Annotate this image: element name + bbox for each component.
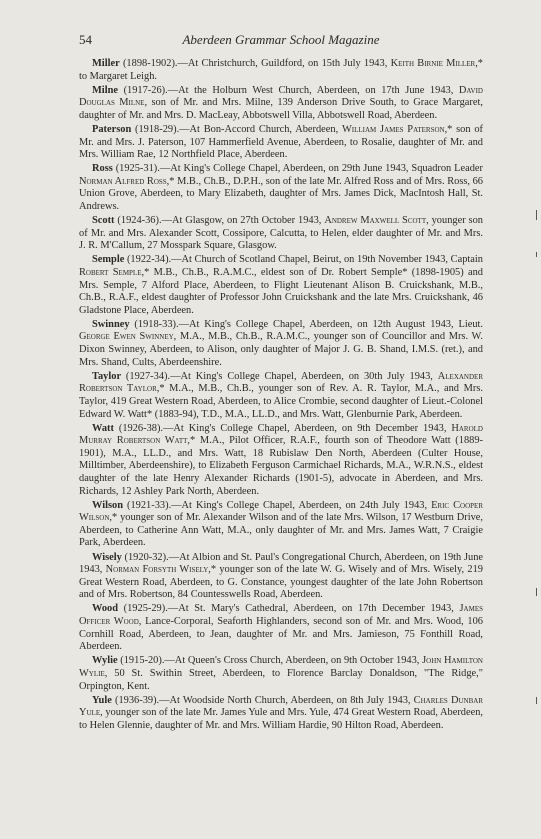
notice-groom-name: Norman Alfred Ross,* bbox=[79, 175, 175, 187]
notice-entry bbox=[79, 124, 483, 162]
notice-entry bbox=[79, 163, 483, 213]
page-edge-mark bbox=[536, 588, 538, 596]
notice-lead: (1918-33).—At King's College Chapel, Aberdeen, on 12th August 1943, Lieut. bbox=[129, 318, 483, 330]
notice-lead: (1925-31).—At King's College Chapel, Aberdeen, on 29th June 1943, Squadron Leader bbox=[112, 163, 483, 175]
notice-lead: (1922-34).—At Church of Scotland Chapel, Beirut, on 19th November 1943, Captain bbox=[124, 254, 483, 266]
notice-entry bbox=[79, 423, 483, 499]
notice-details: M.A., Pilot Officer, R.A.F., fourth son of Theodore Watt (1889-1901), M.A., LL.D., and Mrs. Watt, 18 Rubislaw Den North, Aberdeen (Culter House, Milltimber, Aberdeenshire), to Elizabeth Ferguson Carmichael Richards, M.A., W.R.N.S., eldest daughter of the late Henry Alexander Richards (1901-5), advocate in Aberdeen, and Mrs. Richards, 12 Ashley Park North, Aberdeen. bbox=[79, 435, 483, 497]
notice-surname: Paterson bbox=[92, 123, 132, 135]
notice-surname: Miller bbox=[92, 58, 120, 69]
notice-groom-name: Eric Cooper Wilson,* bbox=[79, 499, 483, 524]
notice-entry bbox=[79, 655, 483, 693]
notice-entry bbox=[79, 371, 483, 421]
notice-surname: Wylie bbox=[92, 655, 118, 667]
notice-lead: (1925-29).—At St. Mary's Cathedral, Aberdeen, on 17th December 1943, bbox=[118, 603, 460, 615]
notice-details: son of Mr. and Mrs. Milne, 139 Anderson Drive South, to Grace Margaret, daughter of Mr. and Mrs. D. MacLeay, Abbotswell Villa, Abbotswell Road, Aberdeen. bbox=[79, 97, 483, 121]
notice-lead: (1926-38).—At King's College Chapel, Aberdeen, on 9th December 1943, bbox=[113, 422, 452, 434]
notice-groom-name: William James Paterson,* bbox=[341, 123, 453, 135]
notice-surname: Watt bbox=[92, 422, 114, 434]
notice-groom-name: Keith Birnie Miller,* bbox=[390, 58, 484, 69]
page-number: 54 bbox=[79, 32, 92, 47]
notice-lead: (1917-26).—At the Holburn West Church, Aberdeen, on 17th June 1943, bbox=[117, 84, 459, 96]
notice-surname: Taylor bbox=[92, 370, 122, 382]
notice-entry bbox=[79, 319, 483, 369]
notice-surname: Wilson bbox=[92, 499, 123, 511]
page-edge-mark bbox=[536, 210, 538, 220]
notice-groom-name: David Douglas Milne, bbox=[79, 84, 483, 109]
notice-entry bbox=[79, 85, 483, 123]
notice-details: younger son of the late Mr. James Yule and Mrs. Yule, 474 Great Western Road, Aberdeen, to Helen Glennie, daughter of Mr. and Mrs. William Hardie, 90 Hilton Road, Aberdeen. bbox=[79, 707, 483, 731]
notice-entry bbox=[79, 215, 483, 253]
notice-lead: (1918-29).—At Bon-Accord Church, Aberdeen, bbox=[131, 123, 342, 135]
notice-entry bbox=[79, 603, 483, 653]
notice-surname: Yule bbox=[92, 694, 112, 706]
notice-groom-name: Charles Dunbar Yule, bbox=[79, 694, 483, 719]
notice-surname: Wisely bbox=[92, 551, 122, 563]
notice-groom-name: Harold Murray Robertson Watt,* bbox=[79, 422, 483, 447]
notice-groom-name: Robert Semple,* bbox=[79, 267, 150, 278]
notice-entry bbox=[79, 500, 483, 550]
notice-details: younger son of Mr. Alexander Wilson and of the late Mrs. Wilson, 17 Westburn Drive, Aberdeen, to Catherine Ann Watt, M.A., only daughter of Mr. and Mrs. James Watt, 7 Craigie Park, Aberdeen. bbox=[79, 512, 483, 549]
journal-title: Aberdeen Grammar School Magazine bbox=[182, 32, 380, 47]
notice-surname: Scott bbox=[92, 215, 115, 227]
notice-details: younger son of the late W. G. Wisely and of Mrs. Wisely, 219 Great Western Road, Aberdeen, to G. Constance, youngest daughter of the late John Robertson and of Mrs. Robertson, 84 Countesswells Road, Aberdeen. bbox=[79, 564, 483, 601]
notice-details: M.A., M.B., Ch.B., younger son of Rev. A. R. Taylor, M.A., and Mrs. Taylor, 419 Great Western Road, Aberdeen, to Alice Crombie, second daughter of Lieut.-Colonel Edward W. Watt* (1883-94), T.D., M.A., LL.D., and Mrs. Watt, Glenburnie Park, Aberdeen. bbox=[79, 383, 483, 420]
notice-groom-name: John Hamilton Wylie, bbox=[79, 655, 483, 679]
notice-details: younger son of Mr. and Mrs. Alexander Scott, Cossipore, Calcutta, to Helen, elder daughter of Mr. and Mrs. J. R. M'Callum, 27 Mosspark Square, Glasgow. bbox=[79, 215, 483, 252]
notice-entry bbox=[79, 58, 483, 83]
notice-entry bbox=[79, 254, 483, 317]
notice-lead: (1921-33).—At King's College Chapel, Aberdeen, on 24th July 1943, bbox=[123, 499, 432, 511]
notice-lead: (1898-1902).—At Christchurch, Guildford, on 15th July 1943, bbox=[119, 58, 391, 69]
notice-details: son of Mr. and Mrs. J. Paterson, 107 Hammerfield Avenue, Aberdeen, to Rosalie, daughter of Mr. and Mrs. William Rae, 12 Northfield Place, Aberdeen. bbox=[79, 123, 483, 161]
notice-details: M.B., Ch.B., R.A.M.C., eldest son of Dr. Robert Semple* (1898-1905) and Mrs. Semple, 7 Alford Place, Aberdeen, to Flight Lieutenant Alison B. Cruickshank, M.B., Ch.B., R.A.F., eldest daughter of Professor John Cruickshank and the late Mrs. Cruickshank, 46 Gladstone Place, Aberdeen. bbox=[79, 267, 483, 316]
notice-lead: (1924-36).—At Glasgow, on 27th October 1943, bbox=[114, 215, 325, 227]
notice-details: to Margaret Leigh. bbox=[79, 70, 158, 82]
marriage-notices bbox=[79, 58, 483, 732]
notice-groom-name: James Officer Wood, bbox=[79, 603, 483, 628]
notice-entry bbox=[79, 552, 483, 602]
notice-lead: (1920-32).—At Albion and St. Paul's Congregational Church, Aberdeen, on 19th June 1943, bbox=[79, 551, 483, 576]
notice-details: 50 St. Swithin Street, Aberdeen, to Florence Barclay Donaldson, "The Ridge," Orpington, Kent. bbox=[79, 667, 483, 692]
notice-lead: (1927-34).—At King's College Chapel, Aberdeen, on 30th July 1943, bbox=[121, 370, 438, 382]
notice-details: Lance-Corporal, Seaforth Highlanders, second son of Mr. and Mrs. Wood, 106 Cornhill Road, Aberdeen, to Jean, daughter of Mr. and Mrs. Jamieson, 75 Fonthill Road, Aberdeen. bbox=[79, 616, 483, 653]
notice-surname: Semple bbox=[92, 254, 125, 266]
notice-lead: (1915-20).—At Queen's Cross Church, Aberdeen, on 9th October 1943, bbox=[117, 655, 423, 667]
notice-entry bbox=[79, 695, 483, 733]
notice-groom-name: Alexander Robertson Taylor,* bbox=[79, 370, 483, 395]
notice-surname: Swinney bbox=[92, 318, 130, 330]
notice-groom-name: Andrew Maxwell Scott, bbox=[324, 215, 429, 227]
notice-details: M.A., M.B., Ch.B., R.A.M.C., younger son of Councillor and Mrs. W. Dixon Swinney, Aberdeen, to Alison, only daughter of Major J. G. B. Shand, I.M.S. (ret.), and Mrs. Shand, Cults, Aberdeenshire. bbox=[79, 331, 483, 368]
running-header bbox=[79, 30, 483, 50]
notice-lead: (1936-39).—At Woodside North Church, Aberdeen, on 8th July 1943, bbox=[111, 694, 414, 706]
notice-surname: Ross bbox=[92, 163, 113, 175]
notice-surname: Wood bbox=[92, 603, 118, 615]
notice-details: M.B., Ch.B., D.P.H., son of the late Mr. Alfred Ross and of Mrs. Ross, 66 Union Grove, Aberdeen, to Mary Elizabeth, daughter of Mrs. James Dick, MacIntosh Hall, St. Andrews. bbox=[79, 175, 484, 213]
notice-groom-name: George Ewen Swinney, bbox=[79, 331, 177, 343]
notice-groom-name: Norman Forsyth Wisely,* bbox=[105, 564, 217, 576]
page-edge-mark bbox=[536, 252, 538, 257]
page-edge-mark bbox=[536, 697, 538, 704]
notice-surname: Milne bbox=[92, 84, 118, 96]
